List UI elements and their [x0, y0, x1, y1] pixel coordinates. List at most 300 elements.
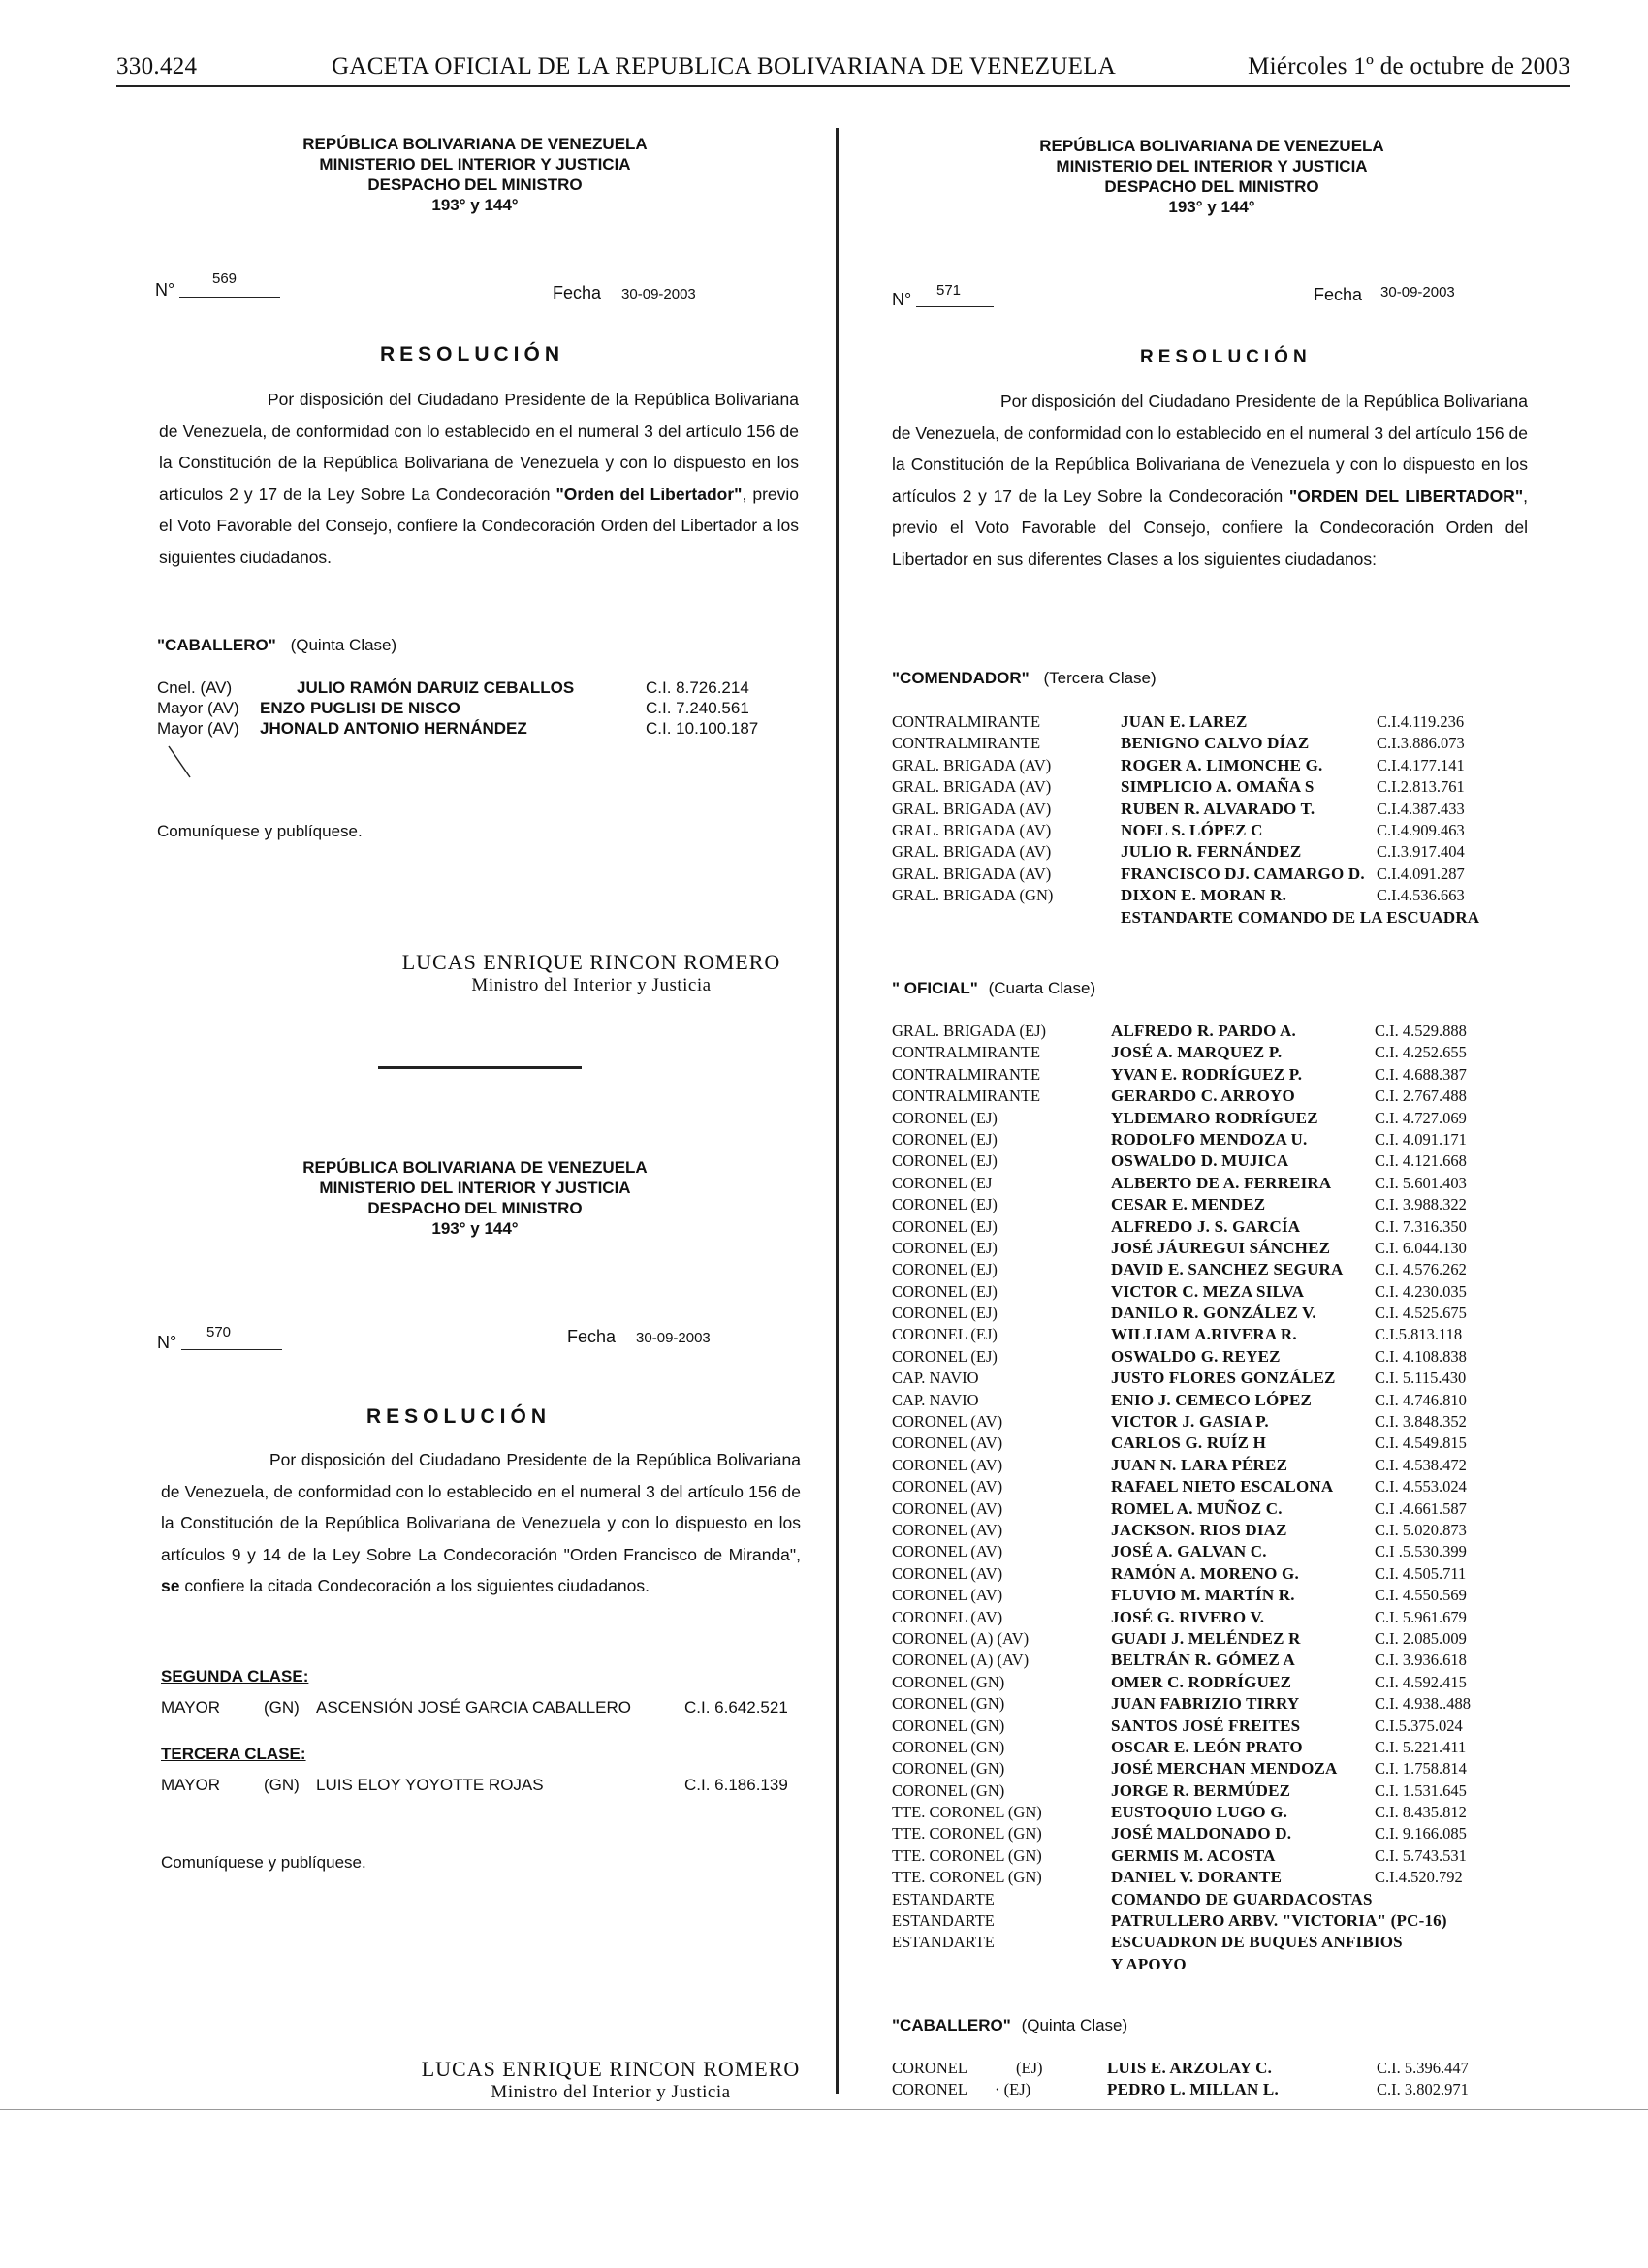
- number-label: N°: [157, 1333, 177, 1352]
- recipient-name: RUBEN R. ALVARADO T.: [1121, 799, 1315, 818]
- class-heading-caballero-571: [892, 2016, 1127, 2035]
- recipient-rank: CORONEL: [892, 2080, 967, 2099]
- list-item: [892, 1781, 1551, 1803]
- recipient-ci: C.I.4.177.141: [1377, 755, 1465, 774]
- recipient-rank: CONTRALMIRANTE: [892, 734, 1041, 753]
- list-item: [892, 1803, 1551, 1824]
- list-item: [892, 1586, 1551, 1607]
- recipient-rank: CORONEL (EJ): [892, 1129, 998, 1149]
- recipient-name: OSWALDO D. MUJICA: [1111, 1151, 1289, 1171]
- recipient-name: JUAN FABRIZIO TIRRY: [1111, 1694, 1300, 1714]
- recipient-rank: TTE. CORONEL (GN): [892, 1868, 1042, 1887]
- recipient-rank: MAYOR: [161, 1698, 221, 1717]
- class-heading-caballero: [157, 636, 396, 655]
- recipient-rank: CORONEL (AV): [892, 1412, 1003, 1432]
- date-field-570: [567, 1327, 711, 1347]
- list-item: [892, 1521, 1551, 1542]
- recipient-ci: C.I. 10.100.187: [646, 719, 759, 738]
- recipient-ci: C.I. 4.091.171: [1375, 1129, 1467, 1149]
- class-rank: (Quinta Clase): [290, 636, 397, 654]
- recipient-rank: GRAL. BRIGADA (AV): [892, 799, 1052, 818]
- recipient-ci: C.I.3.886.073: [1377, 734, 1465, 753]
- recipient-row-segunda: [161, 1698, 801, 1719]
- inst-line: REPÚBLICA BOLIVARIANA DE VENEZUELA: [1039, 137, 1384, 155]
- recipient-name: JULIO R. FERNÁNDEZ: [1121, 842, 1302, 862]
- recipient-rank: TTE. CORONEL (GN): [892, 1824, 1042, 1843]
- list-item: [892, 734, 1551, 755]
- recipient-name: JACKSON. RIOS DIAZ: [1111, 1520, 1287, 1539]
- recipient-ci: C.I. 4.553.024: [1375, 1477, 1467, 1496]
- list-item: [892, 1195, 1551, 1216]
- recipient-rank: CORONEL (EJ): [892, 1195, 998, 1214]
- number-value: 569: [212, 270, 238, 287]
- class-heading-comendador: [892, 669, 1157, 688]
- list-item: [892, 1694, 1551, 1716]
- recipient-ci: C.I.4.119.236: [1377, 712, 1465, 731]
- list-item: [892, 1629, 1551, 1651]
- recipient-rank: TTE. CORONEL (GN): [892, 1845, 1042, 1865]
- recipient-ci: C.I. 9.166.085: [1375, 1824, 1467, 1843]
- recipient-name: LUIS ELOY YOYOTTE ROJAS: [316, 1776, 544, 1794]
- recipient-rank: CORONEL (AV): [892, 1563, 1003, 1583]
- body-text: confiere la citada Condecoración a los siguientes ciudadanos.: [179, 1576, 650, 1595]
- recipient-ci: C.I.3.917.404: [1377, 842, 1465, 862]
- list-item: [892, 800, 1551, 821]
- recipient-ci: C.I. 2.085.009: [1375, 1628, 1467, 1648]
- recipient-name: ALBERTO DE A. FERREIRA: [1111, 1173, 1332, 1192]
- recipient-name: OMER C. RODRÍGUEZ: [1111, 1672, 1292, 1691]
- bottom-rule: [0, 2109, 1648, 2110]
- inst-line: DESPACHO DEL MINISTRO: [1104, 177, 1319, 196]
- recipient-rank: CORONEL (A) (AV): [892, 1651, 1030, 1670]
- body-text: , previo el Voto Favorable del Consejo, confiere la Condecoración Orden del Libertador en sus diferentes Clases a los siguientes ciudadanos:: [892, 486, 1528, 569]
- recipient-rank: MAYOR: [161, 1776, 221, 1794]
- recipient-force: (GN): [264, 1776, 300, 1794]
- recipient-rank: CORONEL: [892, 2059, 967, 2077]
- recipient-rank: CORONEL (AV): [892, 1433, 1003, 1453]
- number-value: 570: [206, 1324, 232, 1340]
- recipient-ci: C.I. 4.938..488: [1375, 1694, 1471, 1714]
- recipient-rank: CORONEL (GN): [892, 1737, 1005, 1756]
- recipient-name: PEDRO L. MILLAN L.: [1107, 2080, 1279, 2099]
- inst-line: 193° y 144°: [431, 1219, 519, 1238]
- recipient-ci: C.I. 4.727.069: [1375, 1108, 1467, 1127]
- inst-line: MINISTERIO DEL INTERIOR Y JUSTICIA: [1056, 157, 1368, 175]
- recipient-row: [157, 719, 797, 740]
- recipient-ci: C.I. 5.221.411: [1375, 1737, 1467, 1756]
- list-item: [892, 1109, 1551, 1130]
- comendador-list: [892, 712, 1551, 929]
- resolution-body-571: [892, 386, 1528, 575]
- inst-line: DESPACHO DEL MINISTRO: [367, 175, 583, 194]
- recipient-ci: C.I. 5.396.447: [1377, 2059, 1469, 2077]
- list-item: [892, 1151, 1551, 1173]
- recipient-ci: C.I. 6.642.521: [684, 1698, 788, 1717]
- recipient-name: ROGER A. LIMONCHE G.: [1121, 755, 1323, 774]
- recipient-ci: C.I .4.661.587: [1375, 1498, 1467, 1518]
- recipient-name: VICTOR C. MEZA SILVA: [1111, 1281, 1305, 1301]
- caballero-list-571: [892, 2059, 1551, 2102]
- recipient-name: OSWALDO G. REYEZ: [1111, 1346, 1281, 1366]
- date-label: Fecha: [553, 283, 602, 302]
- recipient-rank: CORONEL (AV): [892, 1498, 1003, 1518]
- recipient-name: RAMÓN A. MORENO G.: [1111, 1563, 1299, 1583]
- recipient-ci: C.I.4.536.663: [1377, 886, 1465, 905]
- resolution-title-569: RESOLUCIÓN: [380, 343, 565, 365]
- recipient-ci: C.I. 5.743.531: [1375, 1845, 1467, 1865]
- recipient-rank: ESTANDARTE: [892, 1911, 995, 1931]
- class-name: "CABALLERO": [157, 636, 276, 654]
- recipient-ci: C.I. 5.115.430: [1375, 1369, 1467, 1388]
- recipient-rank: TTE. CORONEL (GN): [892, 1803, 1042, 1822]
- publication-title: GACETA OFICIAL DE LA REPUBLICA BOLIVARIANA DE VENEZUELA: [332, 53, 1117, 79]
- list-item: [892, 1911, 1551, 1933]
- pen-mark-icon: [167, 744, 196, 783]
- recipient-ci: C.I. 4.505.711: [1375, 1563, 1467, 1583]
- recipient-name: BELTRÁN R. GÓMEZ A: [1111, 1651, 1296, 1670]
- recipient-rank: GRAL. BRIGADA (AV): [892, 755, 1052, 774]
- date-field-571: [1314, 285, 1455, 305]
- recipient-name: RAFAEL NIETO ESCALONA: [1111, 1477, 1334, 1496]
- recipient-force: (GN): [264, 1698, 300, 1717]
- section-separator: [378, 1066, 582, 1069]
- recipient-ci: C.I. 1.531.645: [1375, 1780, 1467, 1800]
- number-label: N°: [155, 280, 175, 299]
- recipient-ci: C.I. 4.576.262: [1375, 1260, 1467, 1279]
- resolution-body-569: [159, 384, 799, 573]
- column-divider: [836, 128, 839, 2094]
- recipient-rank: CORONEL (AV): [892, 1542, 1003, 1561]
- list-item: [892, 1260, 1551, 1281]
- recipient-name: DAVID E. SANCHEZ SEGURA: [1111, 1260, 1344, 1279]
- recipient-name: EUSTOQUIO LUGO G.: [1111, 1803, 1288, 1822]
- recipient-name: JUAN N. LARA PÉREZ: [1111, 1455, 1288, 1474]
- list-item: [892, 1673, 1551, 1694]
- recipient-name: JOSÉ MALDONADO D.: [1111, 1824, 1292, 1843]
- number-value: 571: [936, 282, 962, 299]
- recipient-name: FLUVIO M. MARTÍN R.: [1111, 1586, 1295, 1605]
- list-item: [892, 842, 1551, 864]
- class-name: "COMENDADOR": [892, 669, 1030, 687]
- recipient-rank: CORONEL (AV): [892, 1586, 1003, 1605]
- institution-block-571: [882, 136, 1541, 217]
- list-item: [892, 1456, 1551, 1477]
- recipient-rank: CORONEL (GN): [892, 1716, 1005, 1735]
- body-bold: "ORDEN DEL LIBERTADOR": [1288, 486, 1524, 506]
- recipient-name: YLDEMARO RODRÍGUEZ: [1111, 1108, 1318, 1127]
- recipient-row: [157, 678, 797, 699]
- list-item: [892, 1651, 1551, 1672]
- recipient-rank: CORONEL (EJ): [892, 1238, 998, 1257]
- class-name: "CABALLERO": [892, 2016, 1011, 2034]
- recipient-list-569: [157, 678, 797, 740]
- recipient-rank: GRAL. BRIGADA (AV): [892, 777, 1052, 797]
- recipient-ci: C.I. 8.726.214: [646, 678, 749, 697]
- recipient-rank: CAP. NAVIO: [892, 1390, 979, 1409]
- recipient-ci: C.I. 5.020.873: [1375, 1520, 1467, 1539]
- recipient-name: DANIEL V. DORANTE: [1111, 1868, 1283, 1887]
- list-item: [892, 1955, 1551, 1976]
- recipient-rank: CORONEL (EJ): [892, 1281, 998, 1301]
- inst-line: DESPACHO DEL MINISTRO: [367, 1199, 583, 1217]
- date-label: Fecha: [1314, 285, 1363, 304]
- recipient-rank: CONTRALMIRANTE: [892, 1043, 1041, 1062]
- recipient-name: SANTOS JOSÉ FREITES: [1111, 1716, 1301, 1735]
- recipient-name: VICTOR J. GASIA P.: [1111, 1412, 1269, 1432]
- recipient-name: RODOLFO MENDOZA U.: [1111, 1129, 1308, 1149]
- signer-name: LUCAS ENRIQUE RINCON ROMERO: [421, 2057, 801, 2081]
- recipient-rank: CORONEL (AV): [892, 1455, 1003, 1474]
- list-item: [892, 1542, 1551, 1563]
- recipient-name: OSCAR E. LEÓN PRATO: [1111, 1737, 1303, 1756]
- recipient-ci: C.I. 4.550.569: [1375, 1586, 1467, 1605]
- recipient-rank: CORONEL (GN): [892, 1672, 1005, 1691]
- recipient-ci: C.I. 5.961.679: [1375, 1607, 1467, 1626]
- recipient-rank: ESTANDARTE: [892, 1889, 995, 1908]
- recipient-force: (EJ): [1016, 2059, 1043, 2077]
- recipient-ci: C.I. 4.108.838: [1375, 1346, 1467, 1366]
- recipient-rank: CORONEL (AV): [892, 1520, 1003, 1539]
- list-item: [892, 1391, 1551, 1412]
- recipient-rank: CORONEL (GN): [892, 1694, 1005, 1714]
- recipient-name: JHONALD ANTONIO HERNÁNDEZ: [260, 719, 527, 738]
- list-item: [892, 1759, 1551, 1780]
- recipient-rank: CAP. NAVIO: [892, 1369, 979, 1388]
- recipient-name: ASCENSIÓN JOSÉ GARCIA CABALLERO: [316, 1698, 631, 1717]
- recipient-rank: CORONEL (A) (AV): [892, 1628, 1030, 1648]
- recipient-ci: C.I. 2.767.488: [1375, 1087, 1467, 1106]
- list-item: [892, 1868, 1551, 1889]
- list-item: [892, 1304, 1551, 1325]
- class-rank: (Tercera Clase): [1043, 669, 1157, 687]
- recipient-ci: C.I. 4.592.415: [1375, 1672, 1467, 1691]
- recipient-rank: CONTRALMIRANTE: [892, 712, 1041, 731]
- date-value: 30-09-2003: [621, 286, 696, 302]
- resolution-body-570: [161, 1444, 801, 1602]
- list-item: [892, 1065, 1551, 1087]
- institution-block-570: [155, 1157, 795, 1239]
- recipient-name: ESTANDARTE COMANDO DE LA ESCUADRA: [1121, 907, 1480, 927]
- recipient-ci: C.I. 4.525.675: [1375, 1304, 1467, 1323]
- list-item: [892, 1087, 1551, 1108]
- recipient-name: SIMPLICIO A. OMAÑA S: [1121, 777, 1315, 797]
- oficial-list: [892, 1022, 1551, 1976]
- recipient-name: JOSÉ G. RIVERO V.: [1111, 1607, 1265, 1626]
- list-item: [892, 2080, 1551, 2101]
- inst-line: REPÚBLICA BOLIVARIANA DE VENEZUELA: [302, 135, 648, 153]
- recipient-name: CESAR E. MENDEZ: [1111, 1195, 1266, 1214]
- recipient-ci: C.I.2.813.761: [1377, 777, 1465, 797]
- recipient-name: LUIS E. ARZOLAY C.: [1107, 2059, 1273, 2077]
- recipient-rank: CORONEL (EJ): [892, 1346, 998, 1366]
- recipient-ci: C.I.4.909.463: [1377, 820, 1465, 839]
- recipient-name: ALFREDO R. PARDO A.: [1111, 1022, 1296, 1040]
- class-name: " OFICIAL": [892, 979, 978, 997]
- recipient-name: PATRULLERO ARBV. "VICTORIA" (PC-16): [1111, 1911, 1447, 1931]
- recipient-name: DIXON E. MORAN R.: [1121, 886, 1287, 905]
- recipient-ci: C.I.4.091.287: [1377, 864, 1465, 883]
- list-item: [892, 777, 1551, 799]
- publication-date: Miércoles 1º de octubre de 2003: [1248, 53, 1570, 79]
- recipient-name: Y APOYO: [1111, 1954, 1187, 1973]
- recipient-name: ESCUADRON DE BUQUES ANFIBIOS: [1111, 1933, 1403, 1952]
- recipient-ci: C.I.4.387.433: [1377, 799, 1465, 818]
- recipient-name: ENIO J. CEMECO LÓPEZ: [1111, 1390, 1313, 1409]
- signer-title: Ministro del Interior y Justicia: [471, 975, 712, 995]
- date-value: 30-09-2003: [1380, 284, 1455, 300]
- resolution-title-570: RESOLUCIÓN: [366, 1405, 552, 1428]
- class-heading-tercera: TERCERA CLASE:: [161, 1745, 306, 1763]
- class-rank: (Cuarta Clase): [988, 979, 1096, 997]
- list-item: [892, 1347, 1551, 1369]
- list-item: [892, 1217, 1551, 1239]
- recipient-name: BENIGNO CALVO DÍAZ: [1121, 734, 1310, 753]
- list-item: [892, 1717, 1551, 1738]
- recipient-ci: C.I. 5.601.403: [1375, 1173, 1467, 1192]
- recipient-name: YVAN E. RODRÍGUEZ P.: [1111, 1064, 1303, 1084]
- recipient-name: JOSÉ MERCHAN MENDOZA: [1111, 1759, 1338, 1779]
- list-item: [892, 1282, 1551, 1304]
- closing-570: Comuníquese y publíquese.: [161, 1853, 366, 1872]
- header-rule: [116, 85, 1570, 87]
- recipient-rank: CORONEL (EJ): [892, 1260, 998, 1279]
- date-value: 30-09-2003: [636, 1330, 711, 1346]
- recipient-rank: CORONEL (EJ): [892, 1216, 998, 1236]
- recipient-rank: CORONEL (GN): [892, 1759, 1005, 1779]
- recipient-name: COMANDO DE GUARDACOSTAS: [1111, 1889, 1373, 1908]
- recipient-name: GERARDO C. ARROYO: [1111, 1087, 1295, 1106]
- recipient-ci: C.I. 3.848.352: [1375, 1412, 1467, 1432]
- inst-line: MINISTERIO DEL INTERIOR Y JUSTICIA: [319, 155, 631, 173]
- list-item: [892, 756, 1551, 777]
- recipient-ci: C.I. 4.688.387: [1375, 1064, 1467, 1084]
- recipient-ci: C.I. 4.121.668: [1375, 1151, 1467, 1171]
- list-item: [892, 1412, 1551, 1433]
- institution-block-569: [155, 134, 795, 215]
- recipient-ci: C.I. 4.252.655: [1375, 1043, 1467, 1062]
- recipient-rank: ESTANDARTE: [892, 1933, 995, 1952]
- closing-569: Comuníquese y publíquese.: [157, 822, 363, 840]
- list-item: [892, 1433, 1551, 1455]
- recipient-ci: C.I .5.530.399: [1375, 1542, 1467, 1561]
- recipient-rank: CORONEL (EJ): [892, 1108, 998, 1127]
- inst-line: 193° y 144°: [1168, 198, 1255, 216]
- recipient-ci: C.I. 7.316.350: [1375, 1216, 1467, 1236]
- recipient-rank: CORONEL (GN): [892, 1780, 1005, 1800]
- recipient-ci: C.I. 3.988.322: [1375, 1195, 1467, 1214]
- recipient-rank: CORONEL (EJ): [892, 1151, 998, 1171]
- recipient-rank: CORONEL (AV): [892, 1477, 1003, 1496]
- recipient-rank: CONTRALMIRANTE: [892, 1064, 1041, 1084]
- recipient-rank: CORONEL (AV): [892, 1607, 1003, 1626]
- recipient-ci: C.I. 7.240.561: [646, 699, 749, 717]
- list-item: [892, 1824, 1551, 1845]
- recipient-name: DANILO R. GONZÁLEZ V.: [1111, 1304, 1316, 1323]
- recipient-ci: C.I. 4.538.472: [1375, 1455, 1467, 1474]
- recipient-name: JOSÉ A. GALVAN C.: [1111, 1542, 1267, 1561]
- list-item: [892, 1239, 1551, 1260]
- signature-block-570: [388, 2057, 834, 2103]
- inst-line: 193° y 144°: [431, 196, 519, 214]
- recipient-ci: C.I.4.520.792: [1375, 1868, 1463, 1887]
- recipient-ci: C.I. 3.802.971: [1377, 2080, 1469, 2099]
- recipient-ci: C.I. 4.529.888: [1375, 1022, 1467, 1040]
- recipient-name: WILLIAM A.RIVERA R.: [1111, 1325, 1297, 1344]
- recipient-name: ROMEL A. MUÑOZ C.: [1111, 1498, 1283, 1518]
- body-text: , previo el Voto Favorable del Consejo, confiere la Condecoración Orden del Libertador a los siguientes ciudadanos.: [159, 484, 800, 567]
- recipient-rank: GRAL. BRIGADA (AV): [892, 820, 1052, 839]
- body-text: Por disposición del Ciudadano Presidente de la República Bolivariana de Venezuela, de conformidad con lo establecido en el numeral 3 del artículo 156 de la Constitución de la República Bolivariana de Venezuela y con lo dispuesto en los artículos 2 y 17 de la Ley Sobre la Condecoración: [892, 392, 1528, 506]
- list-item: [892, 908, 1551, 929]
- recipient-name: ALFREDO J. S. GARCÍA: [1111, 1216, 1301, 1236]
- recipient-rank: Mayor (AV): [157, 699, 239, 717]
- list-item: [892, 1608, 1551, 1629]
- recipient-name: JUAN E. LAREZ: [1121, 712, 1248, 731]
- recipient-ci: C.I. 1.758.814: [1375, 1759, 1467, 1779]
- list-item: [892, 1738, 1551, 1759]
- body-text: Por disposición del Ciudadano Presidente de la República Bolivariana de Venezuela, de conformidad con lo establecido en el numeral 3 del artículo 156 de la Constitución de la República Bolivariana de Venezuela y con lo dispuesto en los artículos 2 y 17 de la Ley Sobre La Condecoración: [159, 390, 799, 504]
- recipient-ci: C.I. 6.044.130: [1375, 1238, 1467, 1257]
- body-bold: "Orden del Libertador": [555, 484, 743, 504]
- list-item: [892, 886, 1551, 907]
- recipient-name: GERMIS M. ACOSTA: [1111, 1845, 1276, 1865]
- recipient-name: GUADI J. MELÉNDEZ R: [1111, 1628, 1301, 1648]
- list-item: [892, 1043, 1551, 1064]
- list-item: [892, 821, 1551, 842]
- date-field-569: [553, 283, 696, 303]
- list-item: [892, 712, 1551, 734]
- recipient-name: CARLOS G. RUÍZ H: [1111, 1433, 1267, 1453]
- recipient-ci: C.I. 8.435.812: [1375, 1803, 1467, 1822]
- recipient-rank: GRAL. BRIGADA (AV): [892, 842, 1052, 862]
- recipient-ci: C.I.5.813.118: [1375, 1325, 1463, 1344]
- inst-line: MINISTERIO DEL INTERIOR Y JUSTICIA: [319, 1179, 631, 1197]
- body-bold: se: [161, 1576, 180, 1595]
- recipient-row-tercera: [161, 1776, 801, 1797]
- list-item: [892, 1890, 1551, 1911]
- recipient-rank: GRAL. BRIGADA (GN): [892, 886, 1054, 905]
- recipient-name: JUSTO FLORES GONZÁLEZ: [1111, 1369, 1336, 1388]
- signer-title: Ministro del Interior y Justicia: [491, 2082, 731, 2102]
- list-item: [892, 1933, 1551, 1954]
- recipient-ci: C.I. 4.549.815: [1375, 1433, 1467, 1453]
- list-item: [892, 2059, 1551, 2080]
- recipient-name: JULIO RAMÓN DARUIZ CEBALLOS: [297, 678, 575, 697]
- list-item: [892, 1846, 1551, 1868]
- resolution-title-571: RESOLUCIÓN: [1140, 347, 1312, 367]
- recipient-name: JOSÉ A. MARQUEZ P.: [1111, 1043, 1283, 1062]
- recipient-name: NOEL S. LÓPEZ C: [1121, 820, 1263, 839]
- list-item: [892, 1477, 1551, 1498]
- recipient-rank: GRAL. BRIGADA (AV): [892, 864, 1052, 883]
- list-item: [892, 1564, 1551, 1586]
- recipient-name: FRANCISCO DJ. CAMARGO D.: [1121, 864, 1365, 883]
- signer-name: LUCAS ENRIQUE RINCON ROMERO: [401, 950, 781, 974]
- list-item: [892, 1022, 1551, 1043]
- recipient-ci: C.I.5.375.024: [1375, 1716, 1463, 1735]
- list-item: [892, 1174, 1551, 1195]
- list-item: [892, 865, 1551, 886]
- signature-block-569: [368, 950, 814, 996]
- list-item: [892, 1130, 1551, 1151]
- date-label: Fecha: [567, 1327, 617, 1346]
- recipient-rank: Cnel. (AV): [157, 678, 233, 697]
- list-item: [892, 1369, 1551, 1390]
- recipient-name: ENZO PUGLISI DE NISCO: [260, 699, 460, 717]
- list-item: [892, 1499, 1551, 1521]
- page-number: 330.424: [116, 53, 198, 79]
- class-heading-oficial: [892, 979, 1095, 998]
